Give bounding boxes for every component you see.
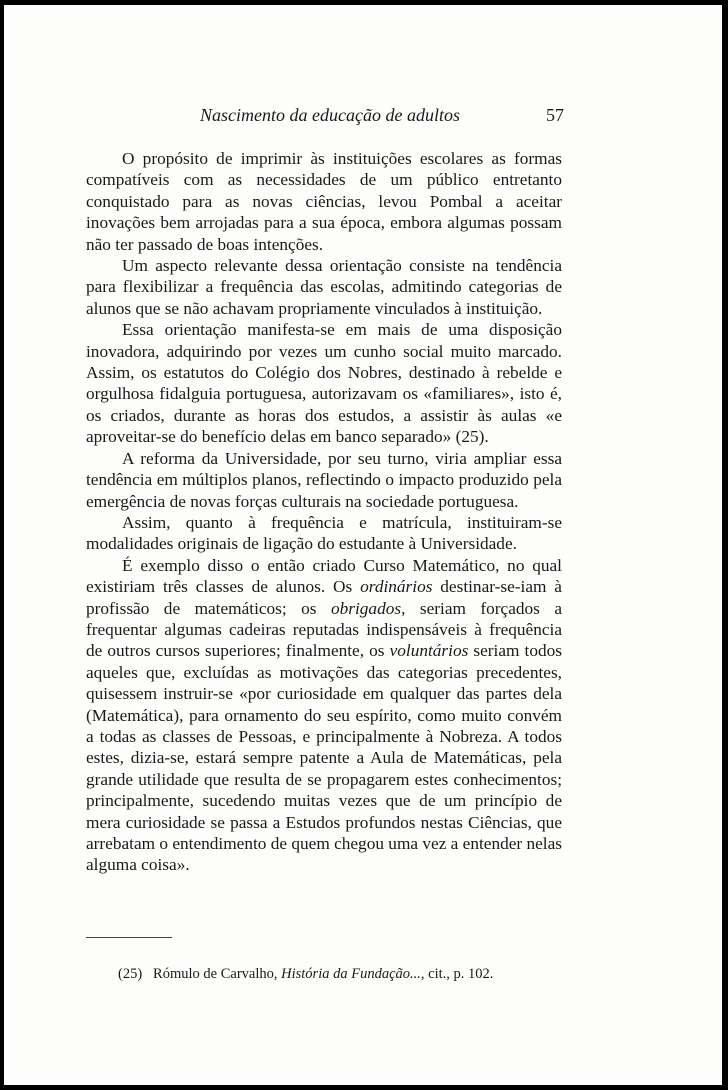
page-number: 57: [546, 105, 564, 125]
paragraph-3: Essa orientação manifesta-se em mais de uma disposição inovadora, adquirindo por vezes um cunho social muito marcado. Assim, os estatutos do Colégio dos Nobres, destinado à rebelde e orgulhosa fidalguia portuguesa, autorizavam os «familiares», isto é, os criados, durante as horas dos estudos, a assistir às aulas «e aproveitar-se do benefício delas em banco separado» (25).: [86, 320, 562, 447]
running-header: [200, 105, 564, 126]
footnote-author: Rómulo de Carvalho,: [153, 966, 282, 982]
term-voluntarios: voluntários: [389, 641, 469, 661]
running-title: Nascimento da educação de adultos: [200, 105, 460, 125]
footnote-marker: (25): [118, 966, 143, 982]
book-page: [4, 5, 722, 1085]
paragraph-6: É exemplo disso o então criado Curso Matemático, no qual existiriam três classes de alunos. Os ordinários destinar-se-iam à profissão de matemáticos; os obrigados, seriam forçados a frequentar algumas cadeiras reputadas indispensáveis à frequência de outros cursos superiores; finalmente, os voluntários seriam todos aqueles que, excluídas as motivações das categorias precedentes, quisessem instruir-se «por curiosidade em qualquer das partes dela (Matemática), para ornamento do seu espírito, como muito convém a todas as classes de Pessoas, e principalmente à Nobreza. A todos estes, dizia-se, estará sempre patente a Aula de Matemáticas, pela grande utilidade que resulta de se propagarem estes conhecimentos; principalmente, sucedendo muitas vezes que de um princípio de mera curiosidade se passa a Estudos profundos nestas Ciências, que arrebatam o entendimento de quem chegou uma vez a entender nelas alguma coisa».: [86, 555, 563, 875]
paragraph-2: Um aspecto relevante dessa orientação consiste na tendência para flexibilizar a frequência das escolas, admitindo categorias de alunos que se não achavam propriamente vinculados à instituição.: [86, 256, 562, 318]
paragraph-1: O propósito de imprimir às instituições escolares as formas compatíveis com as necessidades de um público entretanto conquistado para as novas ciências, levou Pombal a aceitar inovações bem arrojadas para a sua época, embora algumas possam não ter passado de boas intenções.: [86, 149, 562, 254]
term-obrigados: obrigados: [330, 598, 402, 618]
paragraph-5: Assim, quanto à frequência e matrícula, instituiram-se modalidades originais de ligação do estudante à Universidade.: [86, 512, 562, 554]
footnote-title: História da Fundação...: [281, 966, 421, 982]
footnote-divider: [86, 937, 172, 938]
paragraph-4: A reforma da Universidade, por seu turno, viria ampliar essa tendência em múltiplos planos, reflectindo o impacto produzido pela emergência de novas forças culturais na sociedade portuguesa.: [86, 448, 562, 511]
footnote-rest: , cit., p. 102.: [420, 966, 494, 982]
body-text: [86, 148, 562, 876]
footnote: [118, 966, 493, 983]
term-ordinarios: ordinários: [360, 577, 433, 597]
